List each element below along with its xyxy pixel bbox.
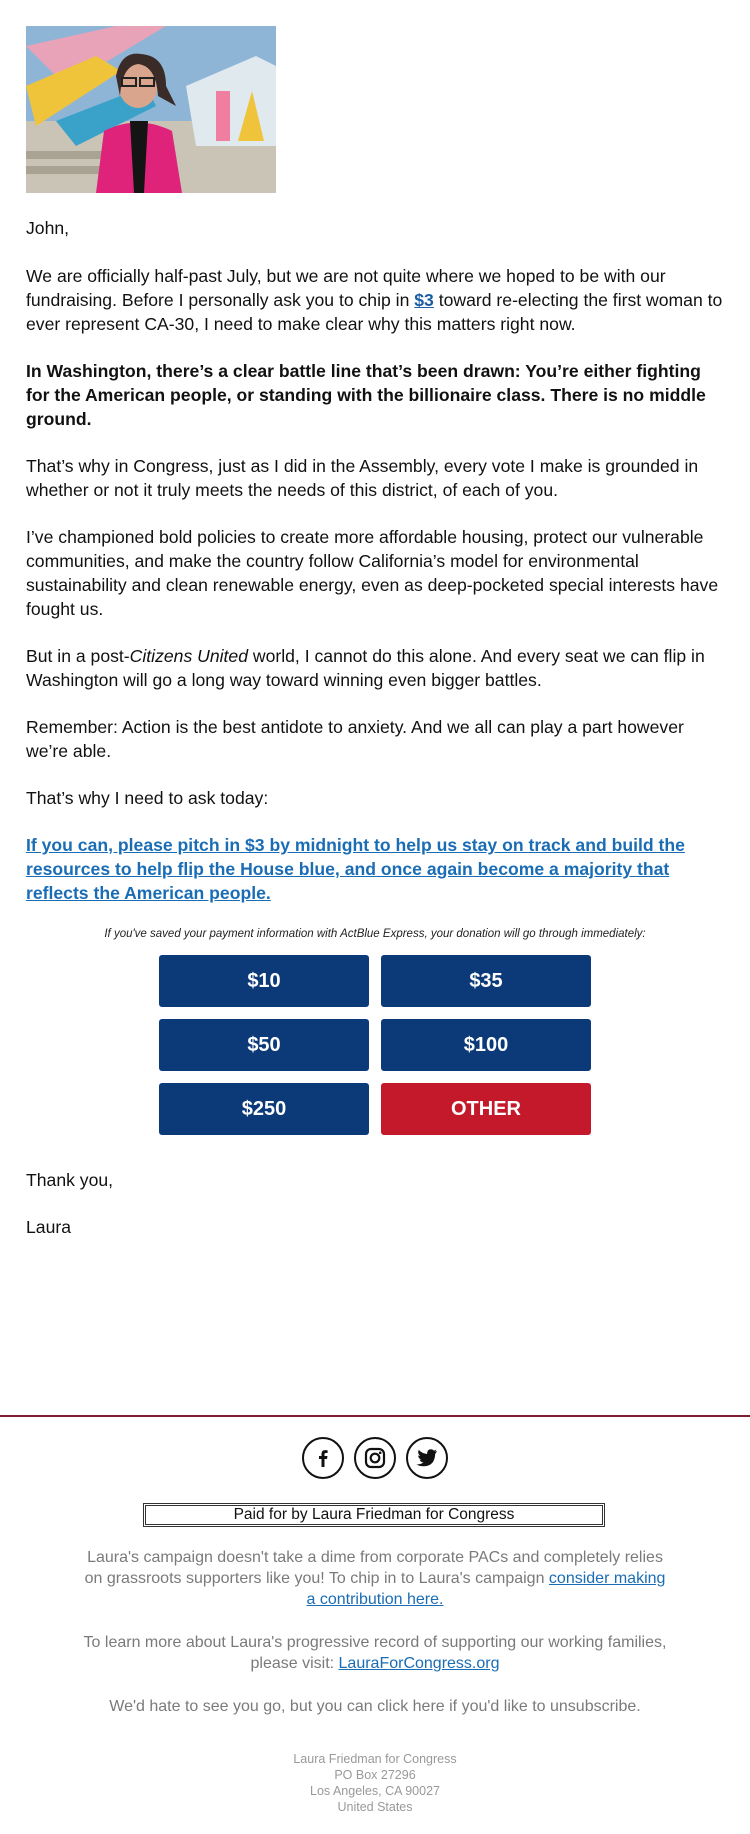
donate-other-button[interactable]: OTHER	[381, 1083, 591, 1135]
footer-learn-more: To learn more about Laura's progressive record of supporting our working families, please visit: LauraForCongress.org	[83, 1634, 667, 1672]
donate-50-button[interactable]: $50	[159, 1019, 369, 1071]
paragraph-ask: That’s why I need to ask today:	[26, 788, 269, 808]
address-line: United States	[337, 1800, 413, 1814]
address-line: PO Box 27296	[334, 1768, 416, 1782]
footer-divider	[0, 1415, 750, 1417]
paragraph-battle-line: In Washington, there’s a clear battle line that’s been drawn: You’re either fighting for the American people, or standing with the billionaire class. There is no middle ground.	[26, 361, 706, 429]
actblue-express-note: If you've saved your payment information with ActBlue Express, your donation will go through immediately:	[104, 928, 646, 940]
hero-photo	[26, 26, 276, 193]
paragraph-citizens-united: But in a post-Citizens United world, I cannot do this alone. And every seat we can flip in Washington will go a long way toward winning even bigger battles.	[26, 646, 705, 690]
laura-for-congress-link[interactable]: LauraForCongress.org	[338, 1655, 500, 1672]
contribution-link[interactable]: consider making a contribution here.	[306, 1570, 666, 1608]
donate-100-button[interactable]: $100	[381, 1019, 591, 1071]
twitter-icon[interactable]	[406, 1437, 448, 1479]
footer-grassroots: Laura's campaign doesn't take a dime from corporate PACs and completely relies on grassroots supporters like you! To chip in to Laura's campaign consider making a contribution here.	[84, 1549, 666, 1608]
social-links	[0, 1437, 750, 1479]
donate-10-button[interactable]: $10	[159, 955, 369, 1007]
instagram-icon[interactable]	[354, 1437, 396, 1479]
donate-35-button[interactable]: $35	[381, 955, 591, 1007]
paid-for-disclaimer: Paid for by Laura Friedman for Congress	[143, 1503, 605, 1527]
paragraph-intro: We are officially half-past July, but we are not quite where we hoped to be with our fundraising. Before I personally ask you to chip in $3 toward re-electing the first woman to ever represent CA-30, I need to make clear why this matters right now.	[26, 266, 723, 334]
address-line: Laura Friedman for Congress	[293, 1752, 457, 1766]
pitch-in-cta-link[interactable]: If you can, please pitch in $3 by midnight to help us stay on track and build the resources to help flip the House blue, and once again become a majority that reflects the American people.	[26, 835, 685, 903]
signoff: Thank you,	[26, 1170, 114, 1190]
chip-in-link[interactable]: $3	[414, 290, 434, 310]
unsubscribe-text[interactable]: We'd hate to see you go, but you can click here if you'd like to unsubscribe.	[109, 1698, 641, 1715]
donate-250-button[interactable]: $250	[159, 1083, 369, 1135]
paragraph-policies: I’ve championed bold policies to create more affordable housing, protect our vulnerable communities, and make the country follow California’s model for environmental sustainability and clean renewable energy, even as deep-pocketed special interests have fought us.	[26, 527, 719, 619]
mailing-address	[0, 1751, 750, 1815]
greeting: John,	[26, 218, 70, 238]
paragraph-congress: That’s why in Congress, just as I did in the Assembly, every vote I make is grounded in whether or not it truly meets the needs of this district, of each of you.	[26, 456, 699, 500]
paragraph-remember: Remember: Action is the best antidote to anxiety. And we all can play a part however we’re able.	[26, 717, 684, 761]
signature: Laura	[26, 1217, 71, 1237]
facebook-icon[interactable]	[302, 1437, 344, 1479]
address-line: Los Angeles, CA 90027	[310, 1784, 440, 1798]
